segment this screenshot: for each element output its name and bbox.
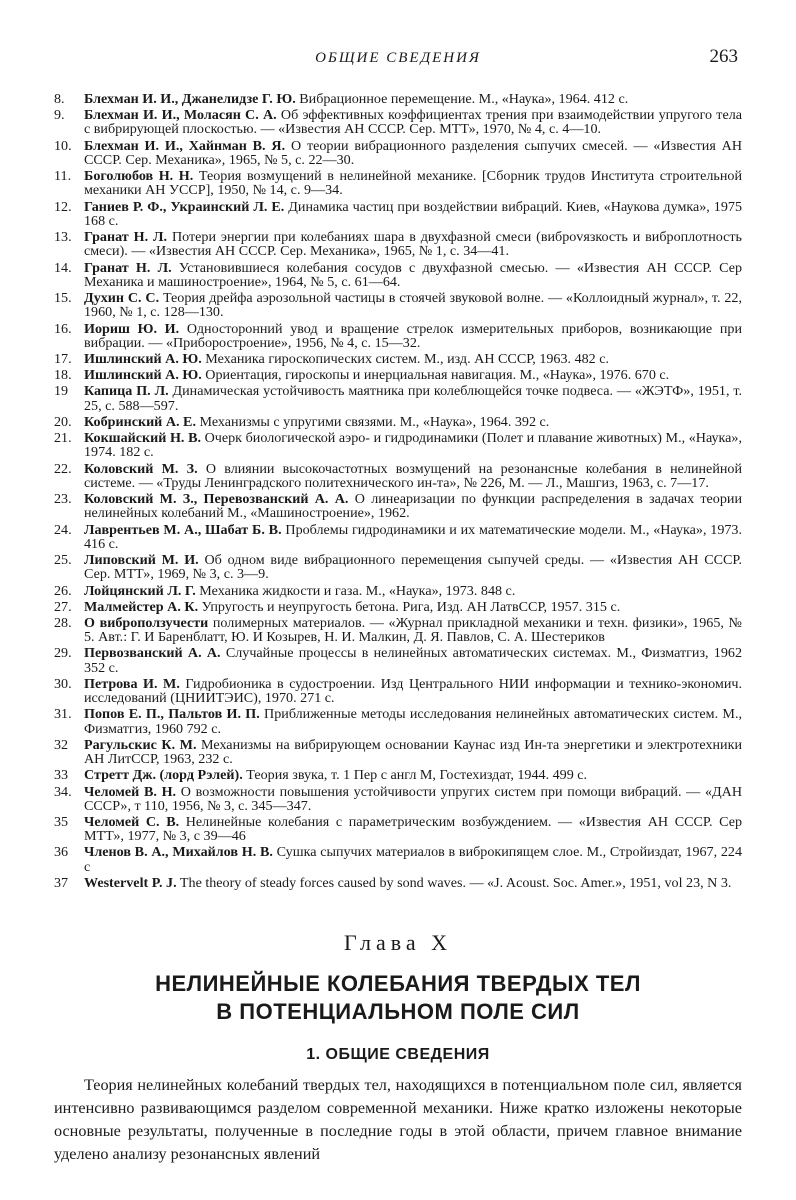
- reference-text: Теория возмущений в нелинейной механике. [Сборник трудов Института строительной механики АН УССР], 1950, № 14, с. 9—34.: [84, 168, 742, 199]
- reference-text: Теория звука, т. 1 Пер с англ М, Гостехиздат, 1944. 499 с.: [242, 767, 588, 784]
- reference-number: 20.: [54, 413, 72, 430]
- reference-entry: [54, 230, 742, 259]
- reference-authors: Коловский М. З., Перевозванский А. А.: [84, 491, 349, 508]
- reference-text: Упругость и неупругость бетона. Рига, Изд. АН ЛатвССР, 1957. 315 с.: [198, 598, 621, 615]
- reference-number: 36: [54, 844, 69, 861]
- reference-authors: Капица П. Л.: [84, 383, 169, 400]
- reference-number: 16.: [54, 320, 72, 337]
- reference-text: О линеаризации по функции распределения в задачах теории нелинейных колебаний М., «Машиностроение», 1962.: [84, 491, 742, 522]
- reference-number: 17.: [54, 351, 72, 368]
- chapter-title-line-1: НЕЛИНЕЙНЫЕ КОЛЕБАНИЯ ТВЕРДЫХ ТЕЛ: [155, 971, 641, 996]
- reference-number: 28.: [54, 614, 72, 631]
- reference-authors: Стретт Дж. (лорд Рэлей).: [84, 767, 243, 784]
- reference-number: 34.: [54, 783, 72, 800]
- chapter-label: Глава X: [343, 930, 453, 955]
- reference-authors: Лойцянский Л. Г.: [84, 582, 196, 599]
- reference-entry: [54, 646, 742, 675]
- reference-number: 27.: [54, 598, 72, 615]
- reference-authors: Лаврентьев М. А., Шабат Б. В.: [84, 521, 282, 538]
- reference-entry: [54, 291, 742, 320]
- reference-entry: [54, 492, 742, 521]
- reference-text: Сушка сыпучих материалов в виброкипящем слое. М., Стройиздат, 1967, 224 с: [84, 844, 742, 875]
- reference-authors: Блехман И. И., Моласян С. А.: [84, 107, 277, 124]
- reference-authors: О виброползучести: [84, 614, 209, 631]
- reference-authors: Гранат Н. Л.: [84, 229, 168, 246]
- reference-entry: [54, 169, 742, 198]
- body-paragraph: Теория нелинейных колебаний твердых тел, находящихся в потенциальном поле сил, является интенсивно развивающимся разделом современной механики. Ниже кратко изложены некоторые основные результаты, полученные в последние годы в этой области, причем главное внимание уделено анализу резонансных явлений: [54, 1076, 742, 1163]
- reference-authors: Боголюбов Н. Н.: [84, 168, 194, 185]
- reference-text: Ориентация, гироскопы и инерциальная навигация. М., «Наука», 1976. 670 с.: [201, 367, 670, 384]
- reference-text: Односторонний увод и вращение стрелок измерительных приборов, возникающие при вибрации. — «Приборостроение», 1956, № 4, с. 15—32.: [84, 320, 742, 351]
- reference-text: Нелинейные колебания с параметрическим возбуждением. — «Известия АН СССР. Сер МТТ», 1977, № 3, с 39—46: [84, 814, 743, 845]
- reference-authors: Блехман И. И., Джанелидзе Г. Ю.: [84, 91, 296, 107]
- reference-entry: [54, 738, 742, 767]
- reference-text: Проблемы гидродинамики и их математические модели. М., «Наука», 1973. 416 с.: [84, 521, 742, 552]
- reference-entry: [54, 876, 742, 890]
- reference-text: Механизмы с упругими связями. М., «Наука», 1964. 392 с.: [195, 413, 550, 430]
- reference-number: 31.: [54, 706, 72, 723]
- reference-entry: [54, 368, 742, 382]
- reference-number: 11.: [54, 168, 72, 185]
- chapter-heading: [0, 930, 796, 1064]
- reference-list: [54, 92, 742, 892]
- reference-number: 33: [54, 767, 69, 784]
- running-title: ОБЩИЕ СВЕДЕНИЯ: [315, 50, 481, 66]
- reference-text: О теории вибрационного разделения сыпучих смесей. — «Известия АН СССР. Сер. Механика», 1965, № 5, с. 22—30.: [84, 137, 743, 168]
- reference-number: 18.: [54, 367, 72, 384]
- reference-text: Приближенные методы исследования нелинейных автоматических систем. М., Физматгиз, 1960 792 с.: [84, 706, 742, 737]
- reference-entry: [54, 600, 742, 614]
- reference-entry: [54, 523, 742, 552]
- reference-entry: [54, 845, 742, 874]
- reference-text: Динамика частиц при воздействии вибраций. Киев, «Наукова думка», 1975 168 с.: [84, 198, 742, 229]
- reference-entry: [54, 553, 742, 582]
- reference-authors: Первозванский А. А.: [84, 645, 221, 662]
- reference-entry: [54, 462, 742, 491]
- reference-number: 9.: [54, 107, 65, 124]
- reference-entry: [54, 415, 742, 429]
- reference-entry: [54, 584, 742, 598]
- reference-number: 23.: [54, 491, 72, 508]
- reference-entry: [54, 108, 742, 137]
- reference-authors: Коловский М. З.: [84, 460, 198, 477]
- reference-number: 19: [54, 383, 69, 400]
- reference-authors: Ганиев Р. Ф., Украинский Л. Е.: [84, 198, 285, 215]
- reference-number: 29.: [54, 645, 72, 662]
- reference-text: О влиянии высокочастотных возмущений на резонансные колебания в нелинейной системе. — «Труды Ленинградского политехнического ин-та», № 226, М. — Л., Машгиз, 1963, с. 7—17.: [84, 460, 742, 491]
- reference-authors: Ишлинский А. Ю.: [84, 351, 202, 368]
- reference-text: Вибрационное перемещение. М., «Наука», 1964. 412 с.: [295, 91, 629, 107]
- reference-text: Установившиеся колебания сосудов с двухфазной смесью. — «Известия АН СССР. Сер Механика и машиностроение», 1964, № 5, с. 61—64.: [84, 259, 742, 290]
- reference-text: Об одном виде вибрационного перемещения сыпучей среды. — «Известия АН СССР. Сер. МТТ», 1969, № 3, с. 3—9.: [84, 552, 742, 583]
- reference-authors: Ишлинский А. Ю.: [84, 367, 202, 384]
- reference-authors: Членов В. А., Михайлов Н. В.: [84, 844, 273, 861]
- reference-authors: Попов Е. П., Пальтов И. П.: [84, 706, 260, 723]
- reference-authors: Петрова И. М.: [84, 675, 180, 692]
- reference-authors: Кокшайский Н. В.: [84, 430, 201, 447]
- reference-number: 13.: [54, 229, 72, 246]
- reference-number: 8.: [54, 91, 65, 107]
- reference-authors: Челомей В. Н.: [84, 783, 177, 800]
- reference-entry: [54, 431, 742, 460]
- reference-number: 21.: [54, 430, 72, 447]
- reference-authors: Блехман И. И., Хайнман В. Я.: [84, 137, 286, 154]
- page-number: 263: [709, 46, 738, 67]
- reference-authors: Иориш Ю. И.: [84, 320, 180, 337]
- reference-number: 32: [54, 736, 69, 753]
- reference-authors: Малмейстер А. К.: [84, 598, 199, 615]
- reference-entry: [54, 322, 742, 351]
- reference-number: 37: [54, 874, 69, 891]
- reference-text: Теория дрейфа аэрозольной частицы в стоячей звуковой волне. — «Коллоидный журнал», т. 22, 1960, № 1, с. 128—130.: [84, 290, 742, 321]
- reference-authors: Рагульскис К. М.: [84, 736, 197, 753]
- reference-entry: [54, 768, 742, 782]
- reference-text: Случайные процессы в нелинейных автоматических системах. М., Физматгиз, 1962 352 с.: [84, 645, 742, 676]
- reference-number: 10.: [54, 137, 72, 154]
- reference-entry: [54, 677, 742, 706]
- reference-entry: [54, 815, 742, 844]
- reference-entry: [54, 200, 742, 229]
- reference-number: 35: [54, 814, 69, 830]
- reference-text: Механика гироскопических систем. М., изд. АН СССР, 1963. 482 с.: [201, 351, 610, 368]
- reference-number: 14.: [54, 259, 72, 276]
- reference-number: 15.: [54, 290, 72, 307]
- reference-text: Об эффективных коэффициентах трения при взаимодействии упругого тела с вибрирующей плоскостью. — «Известия АН СССР. Сер. МТТ», 1970, № 4, с. 4—10.: [84, 107, 742, 138]
- reference-text: Потери энергии при колебаниях шара в двухфазной смеси (виброvязкость и виброплотность смеси). — «Известия АН СССР. Сер. Механика», 1965, № 1, с. 34—41.: [84, 229, 742, 260]
- section-title: 1. ОБЩИЕ СВЕДЕНИЯ: [306, 1046, 490, 1063]
- reference-authors: Гранат Н. Л.: [84, 259, 172, 276]
- reference-entry: [54, 139, 742, 168]
- reference-entry: [54, 261, 742, 290]
- reference-entry: [54, 785, 742, 814]
- reference-entry: [54, 352, 742, 366]
- reference-text: полимерных материалов. — «Журнал прикладной механики и техн. физики», 1965, № 5. Авт.: Г. И Баренблатт, Ю. И Козырев, Н. И. Малкин, Д. Я. Павлов, С. А. Шестериков: [84, 614, 742, 646]
- reference-authors: Westervelt P. J.: [84, 874, 177, 891]
- reference-number: 25.: [54, 552, 72, 569]
- reference-authors: Липовский М. И.: [84, 552, 199, 569]
- reference-text: Динамическая устойчивость маятника при колеблющейся точке подвеса. — «ЖЭТФ», 1951, т. 25, с. 588—597.: [84, 383, 742, 414]
- reference-entry: [54, 707, 742, 736]
- reference-entry: [54, 384, 742, 413]
- reference-text: О возможности повышения устойчивости упругих систем при помощи вибраций. — «ДАН СССР», т 110, 1956, № 3, с. 345—347.: [84, 783, 743, 814]
- chapter-title-line-2: В ПОТЕНЦИАЛЬНОМ ПОЛЕ СИЛ: [216, 999, 580, 1024]
- reference-number: 22.: [54, 460, 72, 477]
- reference-text: Очерк биологической аэро- и гидродинамики (Полет и плавание животных) М., «Наука», 1974. 182 с.: [84, 430, 743, 461]
- reference-number: 24.: [54, 521, 72, 538]
- reference-text: The theory of steady forces caused by sond waves. — «J. Acoust. Soc. Amer.», 1951, vol 23, N 3.: [176, 874, 732, 891]
- reference-number: 26.: [54, 582, 72, 599]
- reference-authors: Духин С. С.: [84, 290, 160, 307]
- reference-authors: Кобринский А. Е.: [84, 413, 196, 430]
- reference-entry: [54, 92, 742, 106]
- reference-entry: [54, 616, 742, 645]
- reference-number: 12.: [54, 198, 72, 215]
- reference-number: 30.: [54, 675, 72, 692]
- reference-text: Механизмы на вибрирующем основании Каунас изд Ин-та энергетики и электротехники АН ЛитССР, 1963, 232 с.: [84, 736, 742, 768]
- reference-authors: Челомей С. В.: [84, 814, 180, 830]
- reference-text: Механика жидкости и газа. М., «Наука», 1973. 848 с.: [195, 582, 516, 599]
- reference-text: Гидробионика в судостроении. Изд Центрального НИИ информации и технико-экономич. исследований (ЦНИИТЭИС), 1970. 271 с.: [84, 675, 742, 707]
